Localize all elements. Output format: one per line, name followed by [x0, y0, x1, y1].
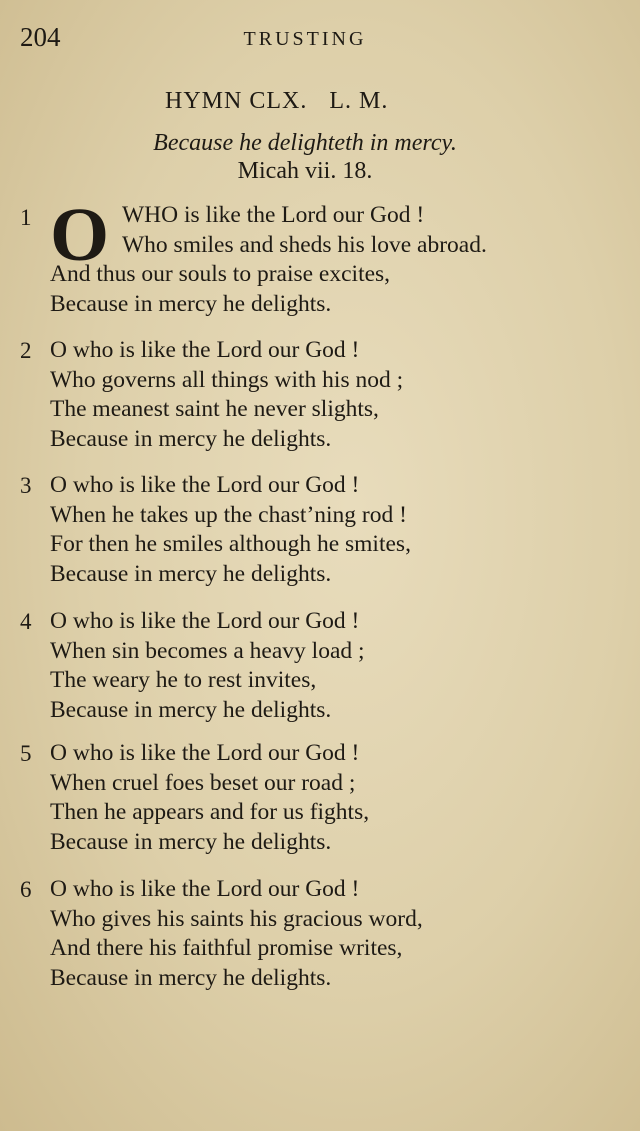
stanza-6: [0, 875, 640, 993]
stanza-line: Because in mercy he delights.: [50, 425, 332, 452]
stanza-line: Because in mercy he delights.: [50, 696, 332, 723]
stanza-number: 2: [20, 338, 32, 363]
running-head: TRUSTING: [243, 28, 367, 50]
stanza-line: The meanest saint he never slights,: [50, 396, 379, 422]
stanza-line: Then he appears and for us fights,: [50, 799, 370, 825]
stanza-line: And there his faithful promise writes,: [50, 935, 403, 961]
stanza-1: [0, 193, 640, 319]
stanza-number: 1: [20, 205, 32, 230]
stanza-line: Who smiles and sheds his love abroad.: [122, 231, 487, 258]
stanza-line: Because in mercy he delights.: [50, 828, 332, 855]
stanza-line: The weary he to rest invites,: [50, 667, 317, 693]
page-number: 204: [20, 22, 61, 52]
stanza-number: 5: [20, 741, 32, 766]
stanza-line: For then he smiles although he smites,: [50, 531, 411, 557]
stanza-line: When he takes up the chast’ning rod !: [50, 501, 407, 528]
stanza-5: [0, 739, 640, 857]
stanza-line: O who is like the Lord our God !: [50, 876, 360, 902]
hymn-title: [165, 88, 388, 115]
stanza-line: When sin becomes a heavy load ;: [50, 637, 365, 664]
stanza-number: 3: [20, 473, 32, 498]
scripture-reference: Micah vii. 18.: [237, 158, 373, 184]
stanza-line: And thus our souls to praise excites,: [50, 261, 391, 287]
stanza-line: O who is like the Lord our God !: [50, 740, 360, 766]
stanza-3: [0, 471, 640, 589]
hymn-meter: L. M.: [329, 88, 389, 114]
stanza-4: [0, 607, 640, 725]
hymn-subtitle: Because he delighteth in mercy.: [153, 130, 457, 156]
stanza-line: Who governs all things with his nod ;: [50, 366, 404, 393]
stanza-line: O who is like the Lord our God !: [50, 472, 360, 498]
stanza-2: [0, 336, 640, 454]
stanza-line: O who is like the Lord our God !: [50, 608, 360, 634]
stanza-number: 6: [20, 877, 32, 902]
stanza-line: When cruel foes beset our road ;: [50, 769, 356, 796]
stanza-number: 4: [20, 609, 32, 634]
stanza-line: Who gives his saints his gracious word,: [50, 905, 423, 932]
stanza-line: WHO is like the Lord our God !: [122, 202, 425, 228]
stanza-line: Because in mercy he delights.: [50, 560, 332, 587]
drop-cap: O: [50, 193, 110, 277]
stanza-line: Because in mercy he delights.: [50, 290, 332, 317]
hymn-number: HYMN CLX.: [165, 88, 308, 114]
stanza-line: O who is like the Lord our God !: [50, 337, 360, 363]
stanza-line: Because in mercy he delights.: [50, 964, 332, 991]
